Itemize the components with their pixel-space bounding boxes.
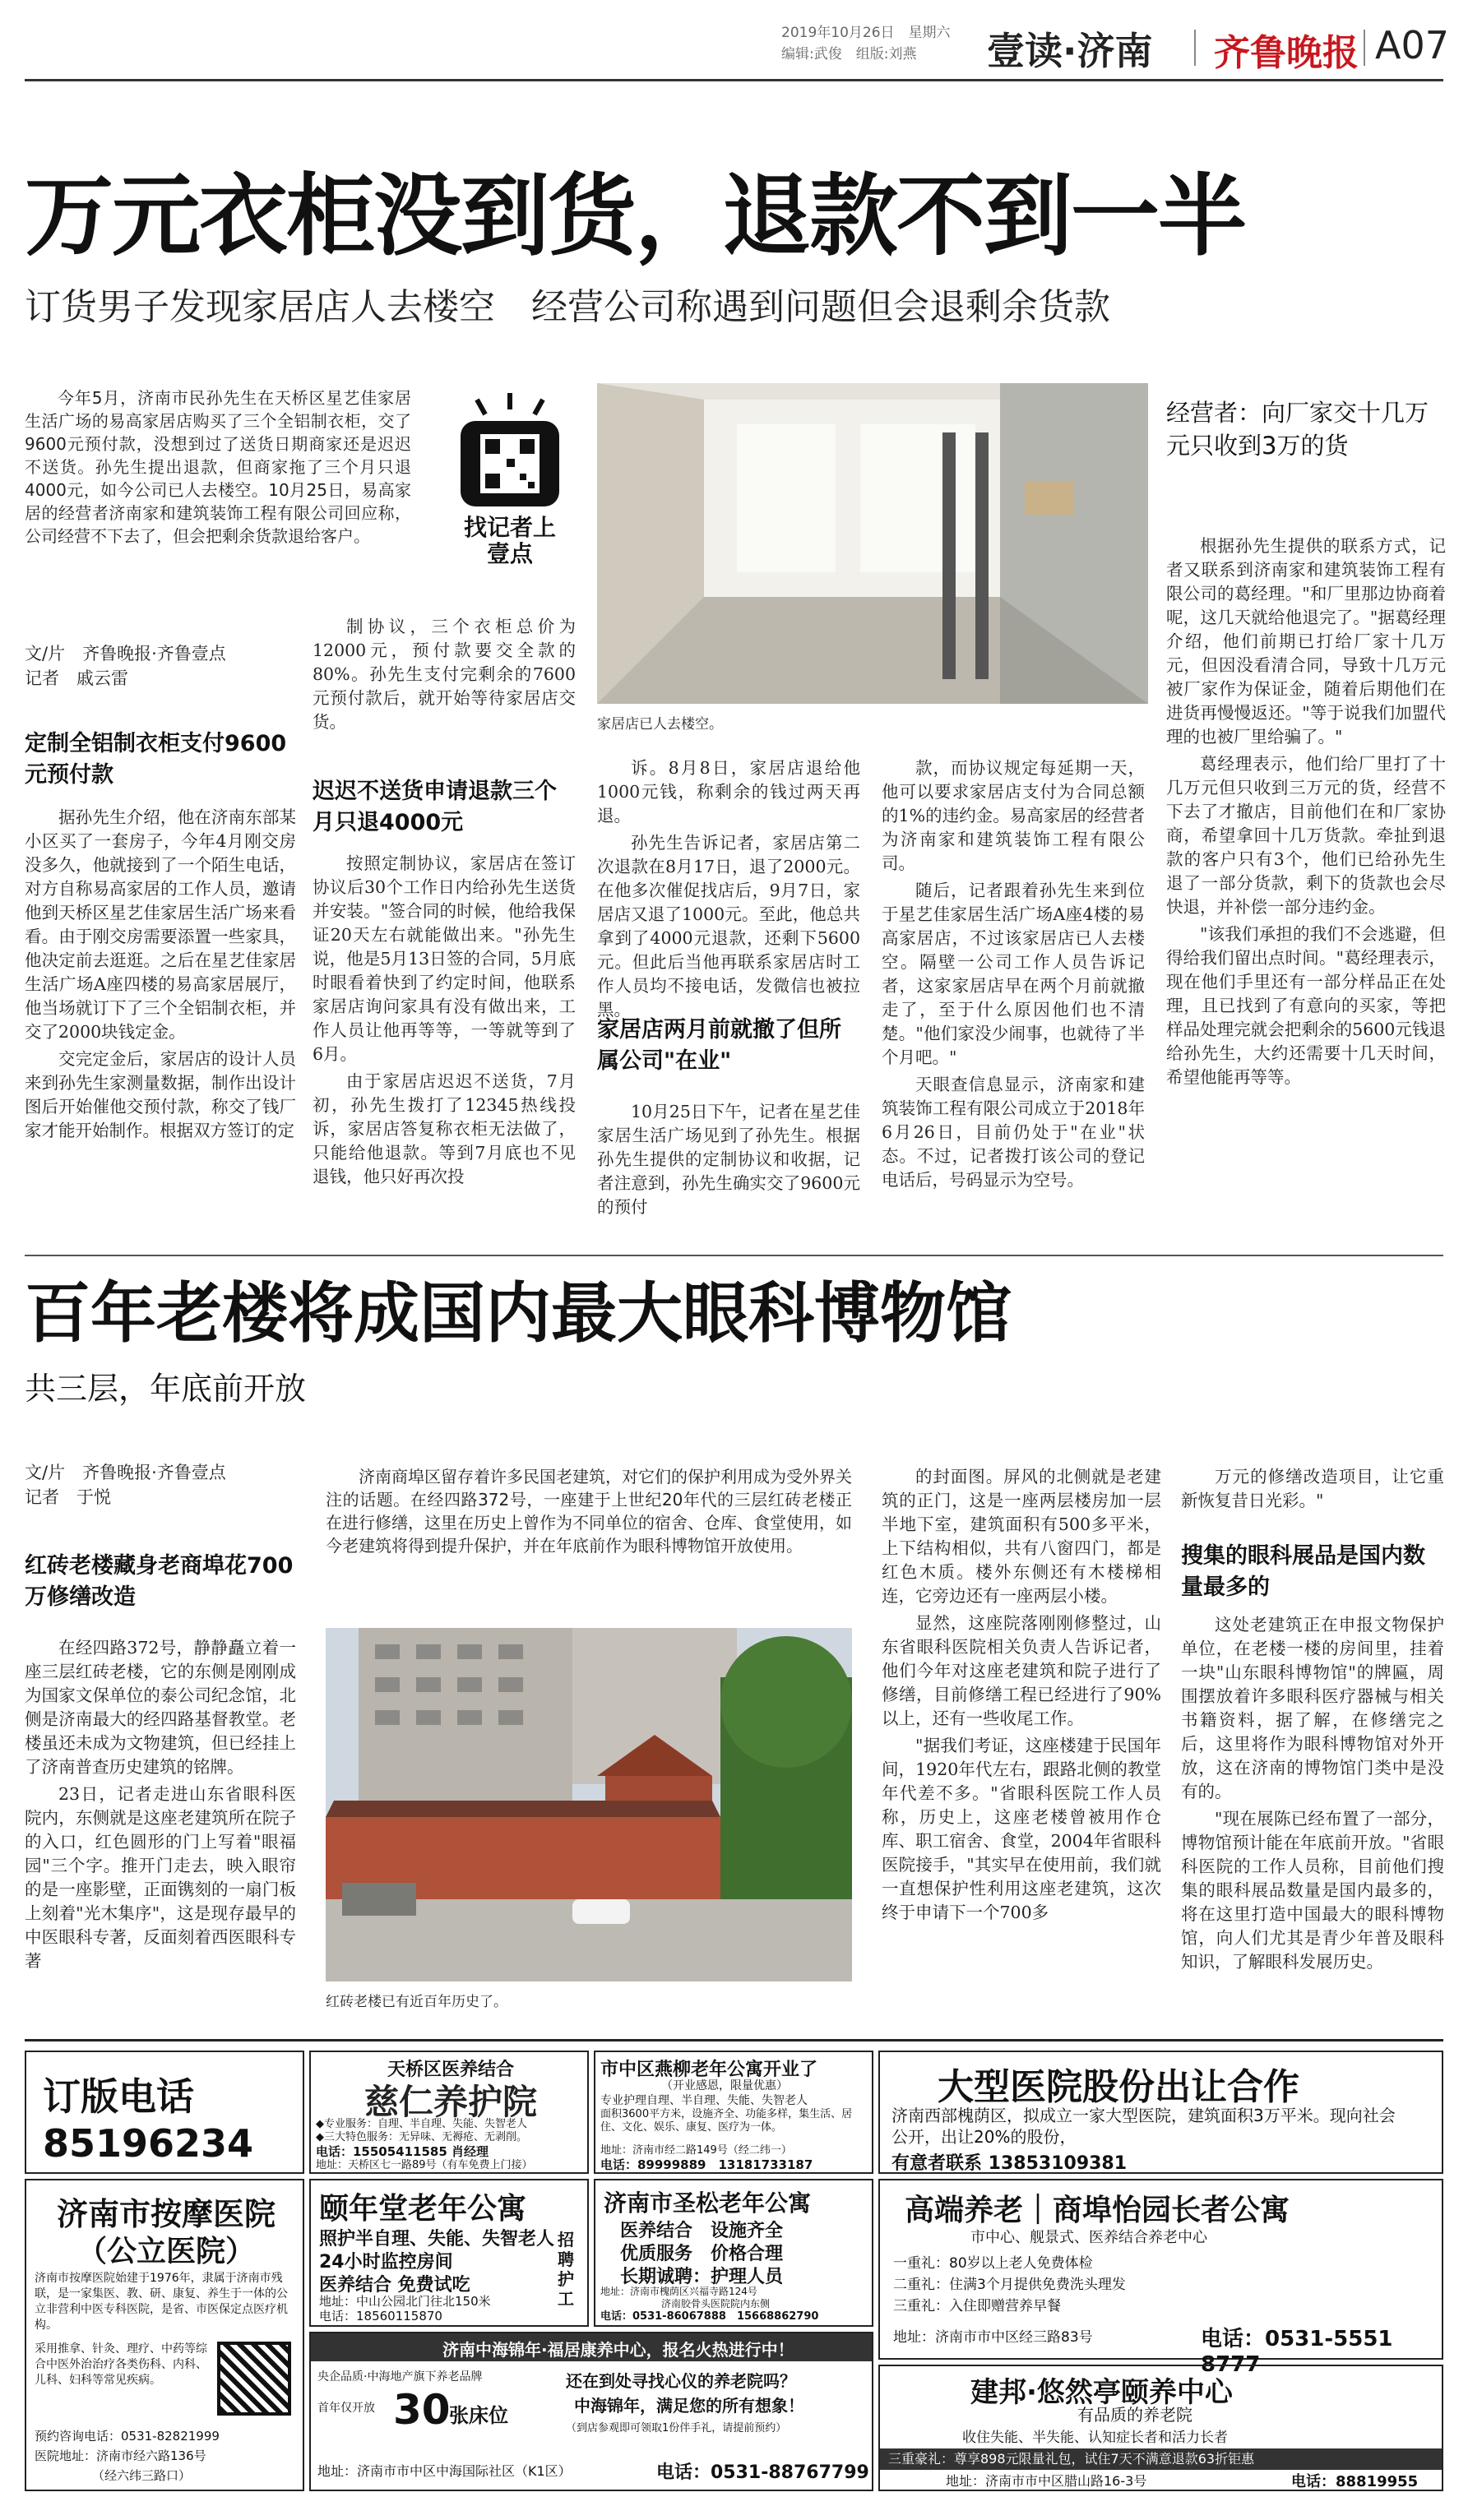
- ad-line: （到店参观即可领取1份伴手礼，请提前预约）: [566, 2422, 787, 2434]
- ad-sub: （公立医院）: [76, 2235, 255, 2268]
- byline-reporter: 记者 于悦: [25, 1487, 111, 1507]
- ad-line: 还在到处寻找心仪的养老院吗？: [566, 2371, 796, 2391]
- ad-line: ◆三大特色服务：无异味、无褥疮、无剥削。: [316, 2131, 527, 2143]
- ad-zhonghai-jinnian: [309, 2332, 873, 2491]
- empty-store-photo-icon: [597, 383, 1148, 704]
- ad-line: 电话：89999889 13181733187: [600, 2157, 813, 2172]
- ad-line: 地址：济南市市中区腊山路16-3号: [946, 2473, 1147, 2489]
- ad-line: 医养结合 免费试吃: [319, 2275, 470, 2296]
- byline-source: 文/片 齐鲁晚报·齐鲁壹点: [25, 1463, 226, 1482]
- ad-line: 济南胶骨头医院院内东侧: [661, 2298, 771, 2310]
- ads-rule: [25, 2039, 1443, 2041]
- ad-line: 地址：济南市槐荫区兴福寺路124号: [600, 2286, 757, 2297]
- ad-subscription: [25, 2051, 304, 2174]
- ad-yiniantang: [309, 2179, 589, 2327]
- ad-title: 济南市圣松老年公寓: [604, 2189, 812, 2217]
- lead-paragraph: 今年5月，济南市民孙先生在天桥区星艺佳家居生活广场的易高家居店购买了三个全铝制衣柜，交了9600元预付款，没想到过了送货日期商家还是迟迟不送货。孙先生提出退款，但商家拖了三个月只退4000元，如今公司已人去楼空。10月25日，易高家居的经营者济南家和建筑装饰工程有限公司回应称，公司经营不下去了，但会把剩余货款退给客户。: [25, 388, 411, 546]
- ad-cirenyanghu: [309, 2051, 589, 2174]
- header-rule: [25, 79, 1443, 81]
- photo-red-brick-building: [326, 1628, 852, 1981]
- byline-reporter: 记者 戚云雷: [25, 668, 128, 688]
- ad-big-number: 30: [393, 2386, 451, 2434]
- ad-line: 医院地址：济南市经六路136号: [35, 2448, 206, 2463]
- ad-unit: 张床位: [449, 2404, 508, 2427]
- ad-line: 二重礼：住满3个月提供免费洗头理发: [893, 2277, 1126, 2293]
- paper-logo: 齐鲁晚报: [1214, 32, 1359, 74]
- ad-line: 专业护理自理、半自理、失能、失智老人: [600, 2094, 808, 2107]
- subhead-4: 经营者：向厂家交十几万元只收到3万的货: [1166, 399, 1429, 460]
- subhead-1: 红砖老楼藏身老商埠花700万修缮改造: [25, 1553, 294, 1610]
- column-3: 的封面图。屏风的北侧就是老建筑的正门，这是一座两层楼房加一层半地下室，建筑面积有500多平米，上下结构相似，共有八窗四门，都是红色木质。楼外东侧还有木楼梯相连，它旁边还有一座两层小楼。 显然，这座院落刚刚修整过，山东省眼科医院相关负责人告诉记者，他们今年对这座老建筑和院子进行了修缮，目前修缮工程已经进行了90%以上，还有一些收尾工作。 "据我们考证，这座楼建于民国年间，1920年代左右，跟路北侧的教堂年代差不多。"省眼科医院工作人员称，历史上，这座老楼曾被用作仓库、职工宿舍、食堂，2004年省眼科医院接手，"其实早在使用前，我们就一直想保护性利用这座老建筑，这次终于申请下一个700多: [882, 1467, 1161, 1922]
- ad-title: 订版电话: [43, 2074, 194, 2119]
- headline: 万元衣柜没到货，退款不到一半: [25, 165, 1246, 268]
- column-4-top: 万元的修缮改造项目，让它重新恢复昔日光彩。": [1181, 1467, 1444, 1510]
- ad-sub: 市中心、舰景式、医养结合养老中心: [970, 2229, 1207, 2246]
- ad-top: 天桥区医养结合: [387, 2060, 514, 2080]
- ad-title: 慈仁养护院: [364, 2082, 537, 2122]
- ad-line: 电话：0531-86067888 15668862790: [600, 2310, 819, 2323]
- ad-yanliu: [594, 2051, 873, 2174]
- column-3b: 10月25日下午，记者在星艺佳家居生活广场见到了孙先生。根据孙先生提供的定制协议和收据，记者注意到，孙先生确实交了9600元的预付: [597, 1102, 860, 1217]
- ad-line: 预约咨询电话：0531-82821999: [35, 2429, 220, 2444]
- ad-title: 建邦·悠然亭颐养中心: [970, 2376, 1233, 2409]
- ad-sub: 有品质的养老院: [1077, 2405, 1192, 2425]
- page-number: A07: [1375, 23, 1450, 67]
- ad-line: 地址：中山公园北门往北150米: [319, 2294, 491, 2309]
- qr-code-icon: [217, 2342, 291, 2416]
- ad-line: 电话：18560115870: [319, 2309, 442, 2323]
- divider: [1364, 30, 1365, 66]
- building-photo-icon: [326, 1628, 852, 1981]
- ad-title: 高端养老｜商埠怡园长者公寓: [905, 2194, 1290, 2227]
- ad-jianbang: [878, 2365, 1443, 2491]
- ad-title: 大型医院股份出让合作: [938, 2066, 1299, 2108]
- lead-paragraph: 济南商埠区留存着许多民国老建筑，对它们的保护利用成为受外界关注的话题。在经四路372号，一座建于上世纪20年代的三层红砖老楼正在进行修缮，这里在历史上曾作为不同单位的宿舍、仓库、食堂使用，如今老建筑将得到提升保护，并在年底前作为眼科博物馆开放使用。: [326, 1467, 852, 1556]
- subheadline-2: 共三层，年底前开放: [25, 1371, 307, 1407]
- ad-line: 三重豪礼：尊享898元限量礼包，试住7天不满意退款63折钜惠: [888, 2451, 1255, 2467]
- ad-line: 济南西部槐荫区，拟成立一家大型医院，建筑面积3万平米。现向社会公开，出让20%的股份，: [891, 2106, 1396, 2147]
- ad-line: 长期诚聘：护理人员: [620, 2267, 784, 2287]
- ad-title: 颐年堂老年公寓: [319, 2192, 527, 2226]
- subheadline: 订货男子发现家居店人去楼空 经营公司称遇到问题但会退剩余货款: [25, 286, 1110, 328]
- subhead-2: 迟迟不送货申请退款三个月只退4000元: [313, 779, 557, 835]
- ad-title: 市中区燕柳老年公寓开业了: [600, 2060, 818, 2080]
- ad-line: ◆专业服务：自理、半自理、失能、失智老人: [316, 2118, 527, 2130]
- ad-phone: 电话：88819955: [1291, 2473, 1419, 2490]
- ad-phone: 85196234: [43, 2121, 254, 2166]
- ad-title: 济南市按摩医院: [56, 2196, 276, 2232]
- divider: [1194, 30, 1196, 66]
- ad-line: 采用推拿、针灸、理疗、中药等综合中医外治治疗各类伤科、内科、儿科、妇科等常见疾病。: [35, 2342, 207, 2387]
- ad-banner-text: 济南中海锦年·福居康养中心，报名火热进行中！: [442, 2340, 794, 2360]
- ad-line: 地址：济南市市中区经三路83号: [893, 2329, 1093, 2346]
- column-1: 在经四路372号，静静矗立着一座三层红砖老楼，它的东侧是刚刚成为国家文保单位的泰公司纪念馆，北侧是济南最大的经四路基督教堂。老楼虽还未成为文物建筑，但已经挂上了济南普查历史建筑的铭牌。 23日，记者走进山东省眼科医院内，东侧就是这座老建筑所在院子的入口，红色圆形的门上写着"眼福园"三个字。推开门走去，映入眼帘的是一座影壁，正面镌刻的一扇门板上刻着"光木集序"，这是现存最早的中医眼科专著，反面刻着西医眼科专著: [25, 1638, 296, 1971]
- column-2: 按照定制协议，家居店在签订协议后30个工作日内给孙先生送货并安装。"签合同的时候，他给我保证20天左右就能做出来。"孙先生说，他是5月13日签的合同，5月底时眼看着快到了约定时间，他联系家居店询问家具有没有做出来，工作人员让他再等等，一等就等到了6月。 由于家居店迟迟不送货，7月初，孙先生拨打了12345热线投诉，家居店答复称衣柜无法做了，只能给他退款。等到7月底也不见退钱，他只好再次投: [313, 853, 576, 1186]
- ad-phone: 电话：0531-5551 8777: [1201, 2327, 1393, 2377]
- ad-side: 招聘护工: [558, 2230, 574, 2309]
- ad-line: 一重礼：80岁以上老人免费体检: [893, 2255, 1093, 2272]
- ad-line: 收住失能、半失能、认知症长者和活力长者: [962, 2430, 1228, 2446]
- ad-line: 地址：济南市市中区中海国际社区（K1区）: [317, 2463, 572, 2479]
- column-4: 这处老建筑正在申报文物保护单位，在老楼一楼的房间里，挂着一块"山东眼科博物馆"的牌匾，周围摆放着许多眼科医疗器械与相关书籍资料，据了解，在修缮完之后，这里将作为眼科博物馆对外开放，这在济南的博物馆门类中是没有的。 "现在展陈已经布置了一部分，博物馆预计能在年底前开放。"省眼科医院的工作人员称，目前他们搜集的眼科展品数量是国内最多的，将在这里打造中国最大的眼科博物馆，向人们尤其是青少年普及眼科知识，了解眼科发展历史。: [1181, 1615, 1444, 1972]
- column-5: 根据孙先生提供的联系方式，记者又联系到济南家和建筑装饰工程有限公司的葛经理。"和厂里那边协商着呢，这几天就给他退完了。"据葛经理介绍，他们前期已打给厂家十几万元，但因没看清合同，导致十几万元被厂家作为保证金，随着后期他们在进货再慢慢返还。"等于说我们加盟代理的也被厂里给骗了。" 葛经理表示，他们给厂里打了十几万元但只收到三万元的货，经营不下去了才撤店，目前他们在和厂家协商，希望拿回十几万货款。牵扯到退款的客户只有3个，他们已给孙先生退了一部分货款，剩下的货款也会尽快退，并补偿一部分违约金。 "该我们承担的我们不会逃避，但得给我们留出点时间。"葛经理表示，现在他们手里还有一部分样品正在处理，且已找到了有意向的买家，等把样品处理完就会把剩余的5600元钱退给孙先生，大约还需要十几天时间，希望他能再等等。: [1166, 536, 1446, 1087]
- ad-contact: 有意者联系 13853109381: [891, 2153, 1128, 2174]
- ad-line: 中海锦年，满足您的所有想象！: [574, 2396, 804, 2416]
- headline-2: 百年老楼将成国内最大眼科博物馆: [25, 1275, 1012, 1352]
- column-2-top: 制协议，三个衣柜总价为12000元，预付款要交全款的80%。孙先生支付完剩余的7600元预付款后，就开始等待家居店交货。: [313, 617, 576, 732]
- ad-line: （经六纬三路口）: [92, 2468, 192, 2483]
- column-4: 款，而协议规定每延期一天，他可以要求家居店支付为合同总额的1%的违约金。易高家居的经营者为济南家和建筑装饰工程有限公司。 随后，记者跟着孙先生来到位于星艺佳家居生活广场A座4楼的易高家居店，不过该家居店已人去楼空。隔壁一公司工作人员告诉记者，这家家居店早在两个月前就撤走了，至于什么原因他们也不清楚。"他们家没少闹事，也就待了半个月吧。" 天眼查信息显示，济南家和建筑装饰工程有限公司成立于2018年6月26日，目前仍处于"在业"状态。不过，记者拨打该公司的登记电话后，号码显示为空号。: [882, 758, 1145, 1190]
- ad-line: 电话：15505411585 肖经理: [316, 2144, 489, 2159]
- ad-massage-hospital: [25, 2179, 304, 2491]
- column-1: 据孙先生介绍，他在济南东部某小区买了一套房子，今年4月刚交房没多久，他就接到了一个陌生电话，对方自称易高家居的工作人员，邀请他到天桥区星艺佳家居生活广场来看看。由于刚交房需要添置一些家具，他决定前去逛逛。之后在星艺佳家居生活广场A座四楼的易高家居展厅，他当场就订下了三个全铝制衣柜，并交了2000块钱定金。 交完定金后，家居店的设计人员来到孙先生家测量数据，制作出设计图后开始催他交预付款，称交了钱厂家才能开始制作。根据双方签订的定: [25, 807, 296, 1140]
- ad-line: 首年仅开放: [317, 2402, 375, 2415]
- ad-shangbu-yiyuan: [878, 2179, 1443, 2377]
- photo-caption: 红砖老楼已有近百年历史了。: [326, 1994, 507, 2010]
- byline-source: 文/片 齐鲁晚报·齐鲁壹点: [25, 644, 226, 664]
- subhead-2: 搜集的眼科展品是国内数量最多的: [1181, 1543, 1425, 1600]
- badge-label: 找记者上壹点: [463, 514, 556, 567]
- ad-line: 面积3600平方米，设施齐全、功能多样，集生活、居住、文化、娱乐、康复、医疗为一体。: [600, 2108, 853, 2134]
- subhead-1: 定制全铝制衣柜支付9600元预付款: [25, 731, 287, 788]
- editors: 编辑:武俊 组版:刘燕: [781, 46, 917, 62]
- ad-sub: （开业感恩，限量优惠）: [661, 2079, 788, 2092]
- ad-shengsong: [594, 2179, 873, 2327]
- qr-badge: [428, 385, 592, 566]
- ad-phone: 电话：0531-88767799: [656, 2462, 869, 2483]
- photo-empty-store: [597, 383, 1148, 704]
- column-3: 诉。8月8日，家居店退给他1000元钱，称剩余的钱过两天再退。 孙先生告诉记者，家居店第二次退款在8月17日，退了2000元。在他多次催促找店后，9月7日，家居店又退了1000元。至此，他总共拿到了4000元退款，还剩下5600元。但此后当他再联系家居店时工作人员均不接电话，发微信也被拉黑。: [597, 758, 860, 1020]
- issue-date: 2019年10月26日 星期六: [781, 25, 951, 41]
- ad-line: 三重礼：入住即赠营养早餐: [893, 2298, 1061, 2314]
- ad-line: 济南市按摩医院始建于1976年，隶属于济南市残联，是一家集医、教、研、康复、养生于一体的公立非营利中医专科医院，是省、市医保定点医疗机构。: [35, 2272, 288, 2332]
- photo-caption: 家居店已人去楼空。: [597, 716, 723, 733]
- ad-line: 24小时监控房间: [319, 2252, 453, 2273]
- ad-line: 央企品质·中海地产旗下养老品牌: [317, 2370, 483, 2384]
- ad-line: 地址：济南市经二路149号（经二纬一）: [600, 2144, 792, 2157]
- ad-line: 优质服务 价格合理: [620, 2244, 784, 2264]
- ad-line: 照护半自理、失能、失智老人: [319, 2229, 555, 2250]
- ad-line: 地址：天桥区七一路89号（有车免费上门接）: [316, 2159, 533, 2171]
- subhead-3: 家居店两月前就撤了但所属公司"在业": [597, 1017, 841, 1074]
- section-title: 壹读·济南: [987, 29, 1153, 73]
- ad-hospital-shares: [878, 2051, 1443, 2174]
- ad-line: 医养结合 设施齐全: [620, 2221, 784, 2241]
- story-divider: [25, 1255, 1443, 1256]
